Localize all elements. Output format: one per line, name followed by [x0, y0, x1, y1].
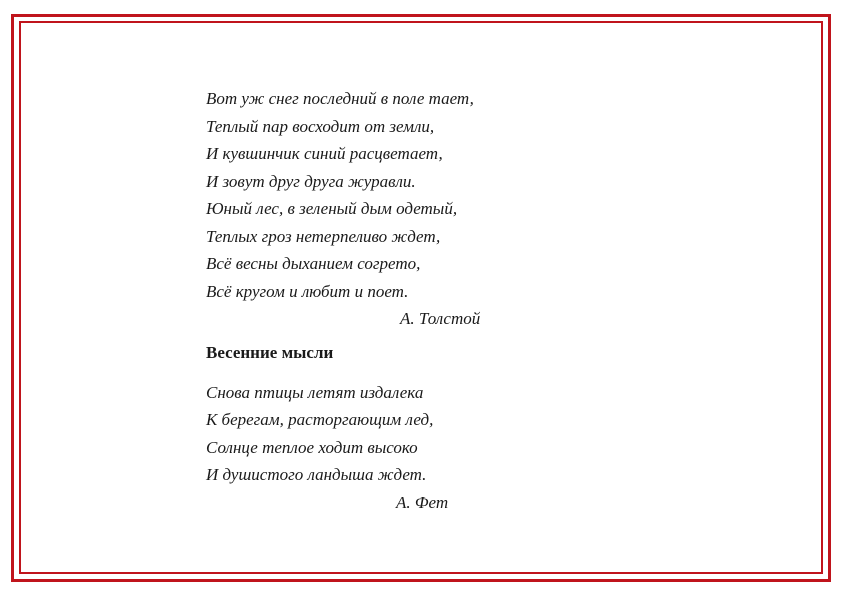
poem2-line: И душистого ландыша ждет.: [206, 465, 427, 484]
poem-text-block: [206, 88, 480, 519]
poem1-line: Всё кругом и любит и поет.: [206, 281, 409, 301]
poem1-line: И кувшинчик синий расцветает,: [206, 144, 443, 163]
poem1-line: Вот уж снег последний в поле тает,: [206, 89, 474, 108]
poem2-author: А. Фет: [396, 492, 449, 512]
poem2-line: Солнце теплое ходит высоко: [206, 437, 418, 457]
poem2-title: Весенние мысли: [206, 342, 334, 362]
poem1-line: Теплый пар восходит от земли,: [206, 116, 435, 136]
poem2-line: Снова птицы летят издалека: [206, 382, 424, 402]
poem1-line: И зовут друг друга журавли.: [206, 171, 416, 191]
poem1-line: Всё весны дыханием согрето,: [206, 254, 421, 273]
poem1-author: А. Толстой: [400, 309, 481, 328]
poem1-line: Юный лес, в зеленый дым одетый,: [206, 199, 458, 218]
poem2-line: К берегам, расторгающим лед,: [206, 410, 434, 429]
poem1-line: Теплых гроз нетерпеливо ждет,: [206, 226, 441, 246]
